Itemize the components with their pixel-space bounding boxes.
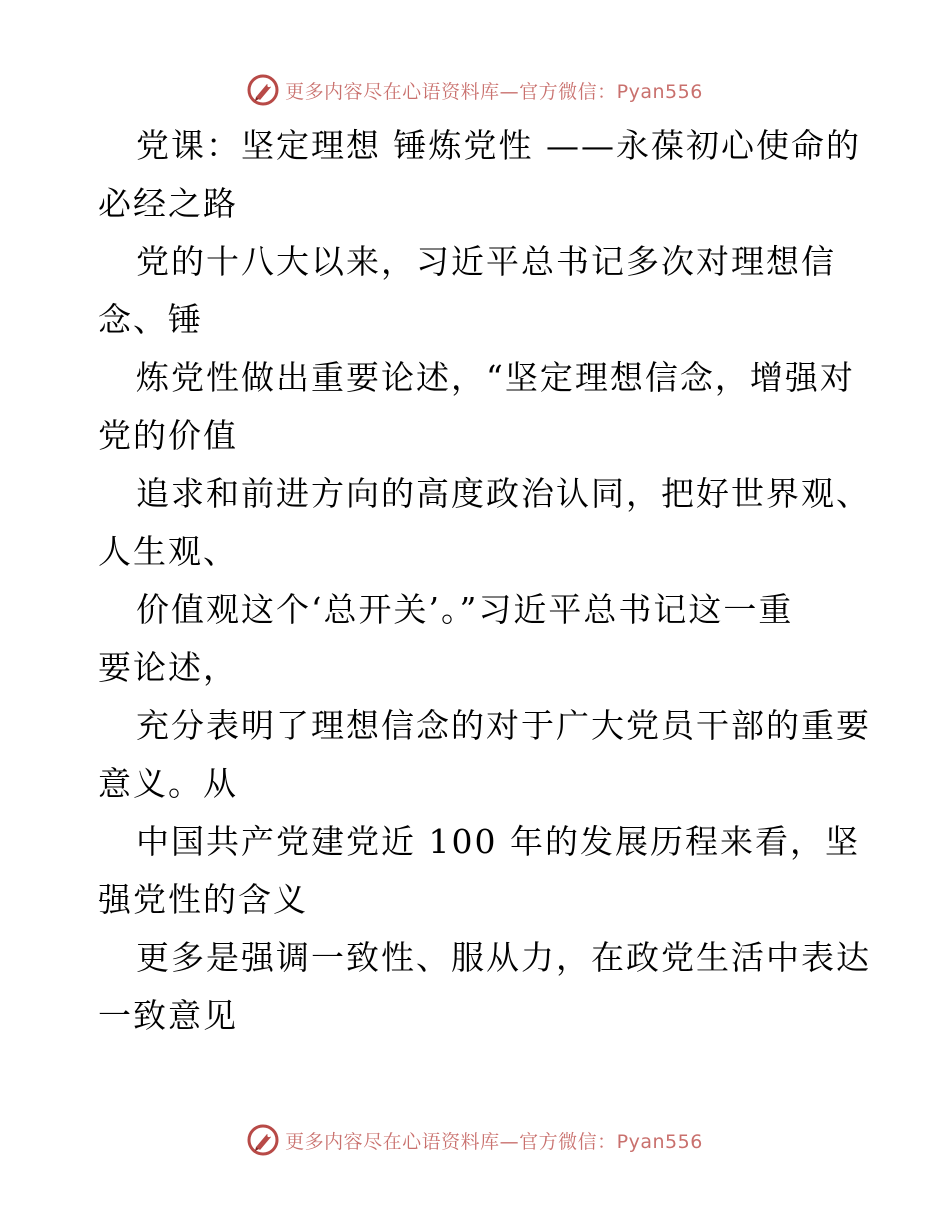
footer-watermark <box>0 1120 950 1160</box>
text-line: 更多是强调一致性、服从力，在政党生活中表达 <box>136 938 871 977</box>
pen-logo-icon <box>247 1124 279 1156</box>
text-line: 党的十八大以来，习近平总书记多次对理想信 <box>136 242 836 281</box>
text-line: 追求和前进方向的高度政治认同，把好世界观、 <box>136 474 871 513</box>
text-line: 党课：坚定理想 锤炼党性 ——永葆初心使命的 <box>136 126 861 165</box>
text-line: 强党性的含义 <box>98 880 308 919</box>
text-line: 必经之路 <box>98 184 238 223</box>
text-line: 念、锤 <box>98 300 203 339</box>
text-line: 炼党性做出重要论述，“坚定理想信念，增强对 <box>136 358 855 397</box>
text-line: 人生观、 <box>98 532 238 571</box>
text-line: 一致意见 <box>98 996 238 1035</box>
text-line: 要论述， <box>98 648 238 687</box>
text-line: 充分表明了理想信念的对于广大党员干部的重要 <box>136 706 871 745</box>
document-body <box>98 117 871 1045</box>
text-line: 中国共产党建党近 100 年的发展历程来看，坚 <box>136 822 860 861</box>
watermark-text: 更多内容尽在心语资料库—官方微信：Pyan556 <box>285 80 703 103</box>
pen-logo-icon <box>247 74 279 106</box>
text-line: 意义。从 <box>98 764 238 803</box>
watermark-text: 更多内容尽在心语资料库—官方微信：Pyan556 <box>285 1130 703 1153</box>
text-line: 价值观这个‘总开关’。”习近平总书记这一重 <box>136 590 794 629</box>
header-watermark <box>0 70 950 110</box>
text-line: 党的价值 <box>98 416 238 455</box>
